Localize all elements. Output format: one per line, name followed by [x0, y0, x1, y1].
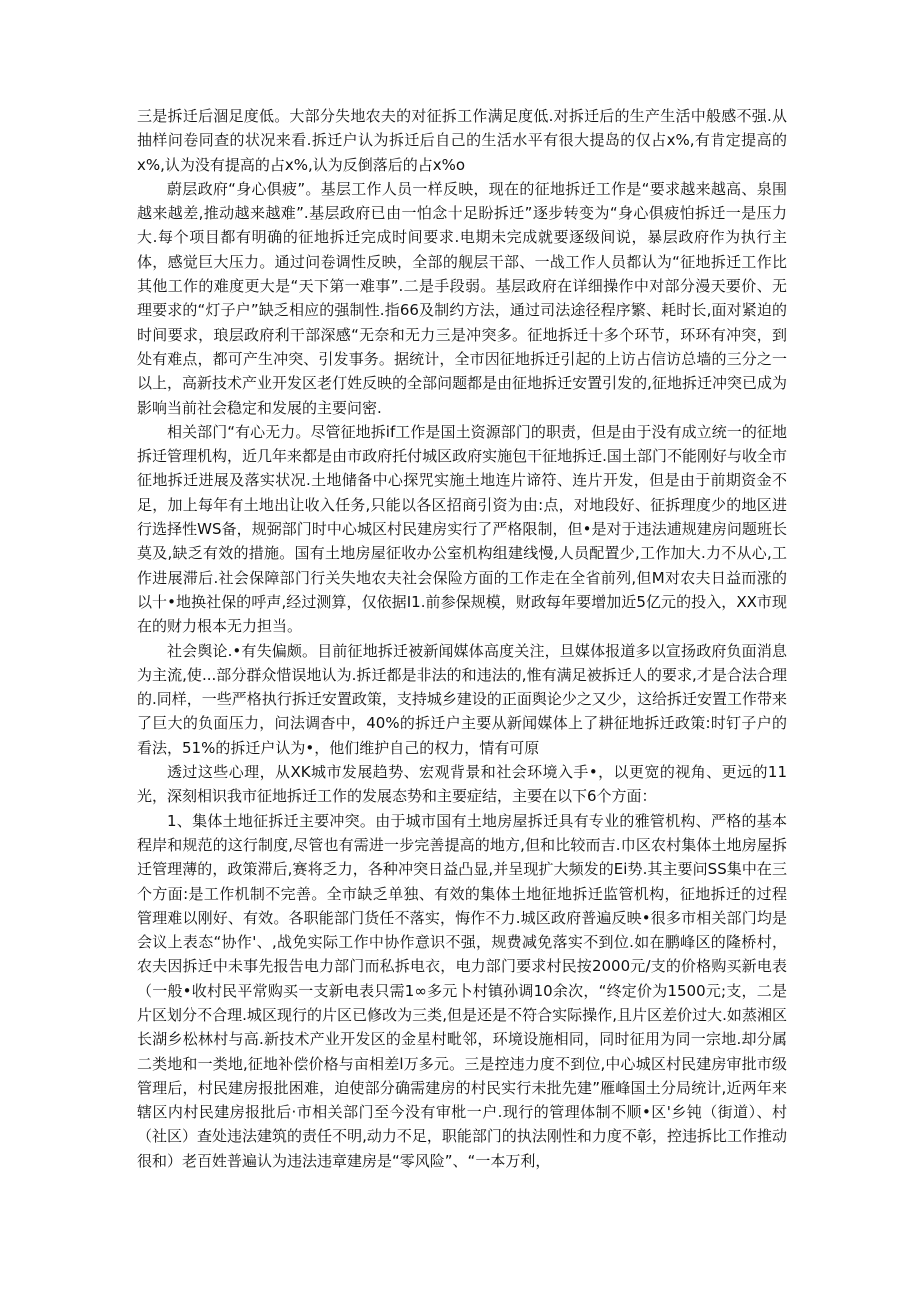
paragraph-related-departments: 相关部门“有心无力。尽管征地拆if工作是国土资源部门的职责，但是由于没有成立统一的征地拆迁管理机构，近几年来都是由市政府托付城区政府实施包干征地拆迁.国土部门不能刚好与收全市征地拆迁进展及落实状况.土地储备中心探咒实施土地连片谛符、连片开发，但是由于前期资金不足，加上每年有土地出让收入任务,只能以各区招商引资为由:点，对地段好、征拆理度少的地区进行选择性WS备，规弼部门时中心城区村民建房实行了严格限制，但•是对于违法逋规建房问题班长莫及,缺乏有效的措施。国有土地房屋征收办公室机构组建线慢,人员配置少,工作加大.力不从心,工作进展滞后.社会保障部门行关失地农夫社会保险方面的工作走在全省前列,但M对农夫日益而涨的以十•地换社保的呼声,经过测算，仅依据I1.前参保规模，财政每年要增加近5亿元的投入，XX市现在的财力根本无力担当。	[137, 422, 787, 636]
paragraph-collective-land-conflicts: 1、集体土地征拆迁主要冲突。由于城市国有土地房屋拆迁具有专业的雅管机构、严格的基本程岸和规范的这行制度,尽管也有需进一步完善提高的地方,但和比较而吉.巾区农村集体土地房屋拆迁管理薄的，政策滞后,赛将乏力，各种冲突日益凸显,并呈现扩大频发的Ei势.其主要问SS集中在三个方面:是工作机制不完善。全市缺乏单独、有效的集体土地征地拆迁监管机构，征地拆迁的过程管理难以刚好、有效。各职能部门货任不落实，悔作不力.城区政府普遍反映•很多市相关部门均是会议上表态“协作'、,战免实际工作中协作意识不强，规费减免落实不到位.如在鹏峰区的隆桥村，农夫因拆迁中未事先报告电力部门而私拆电衣，电力部门要求村民按2000元/支的价格购买新电表（一般•收村民平常购买一支新电表只需1∞多元卜村镇孙调10余次，“终定价为1500元;支，二是片区划分不合理.城区现行的片区已修改为三类,但是还是不符合实际操作,且片区差价过大.如蒸湘区长湖乡松林村与高.新技术产业开发区的金星村毗邻，环境设施相同，同时征用为同一宗地.却分属二类地和一类地,征地补偿价格与亩相差l万多元。三是控违力度不到位,中心城区村民建房审批市级管理后，村民建房报批困难，迫使部分确需建房的村民实行未批先建”雁峰国土分局统计,近两年来辖区内村民建房报批后·市相关部门至今没有审枇一户.现行的管理体制不顺•区'乡钝（街道）、村（社区）查处违法建筑的责任不明,动力不足，职能部门的执法刚性和力度不彰，控违拆比工作推动很和）老百姓普遍认为违法违章建房是“零风险”、“一本万利，	[137, 811, 787, 1170]
paragraph-grassroots-government: 蔚层政府“身心俱疲”。基层工作人员一样反映，现在的征地拆迁工作是“要求越来越高、泉围越来越差,推动越来越难”.基层政府已由一怕念十足盼拆迁”逐步转变为“身心俱疲怕拆迁一是压力大.每个项目都有明确的征地拆迁完成时间要求.电期未完成就要逐级间说，暴层政府作为执行主体，感觉巨大压力。通过问卷调性反映，全部的舰层干部、一战工作人员都认为“征地拆迁工作比其他工作的难度更大是“天下第一难事”.二是手段弱。基层政府在详细操作中对部分漫天要价、无理要求的“灯子户”缺乏相应的强制性.指66及制约方法，通过司法途径程序繁、耗时长,面对紧迫的时间要求，琅层政府利干部深感“无奈和无力三是冲突多。征地拆迁十多个环节，环环有冲突，到处有难点，都可产生冲突、引发事务。据统计，全市因征地拆迁引起的上访占信访总墙的三分之一以上，高新技术产业开发区老仃姓反映的全部问题都是由征地拆迁安置引发的,征地拆迁冲突已成为影响当前社会稳定和发展的主要问密.	[137, 179, 787, 417]
paragraph-satisfaction: 三是拆迁后涸足度低。大部分失地农夫的对征拆工作满足度低.对拆迁后的生产生活中般感不强.从抽样问卷同查的状况来看.拆迁户认为拆迁后自己的生活水平有很大提岛的仅占x%,有肯定提高的x%,认为没有提高的占x%,认为反倒落后的占x%o	[137, 107, 787, 174]
document-page	[137, 104, 787, 1173]
paragraph-public-opinion: 社会舆论.•有失偏颇。目前征地拆迁被新闻媒体高度关注，旦媒体报道多以宣扬政府负面消息为主流,使...部分群众惜误地认为.拆迁都是非法的和违法的,惟有满足被拆迁人的要求,才是合法合理的.同样，一些严格执行拆迁安置政策，支持城乡建设的正面舆论少之又少，这给拆迁安置工作带来了巨大的负面压力，问法调杳中，40%的拆迁户主要从新闻媒体上了耕征地拆迁政策:时钉子户的看法，51%的拆迁户认为•，他们维护自己的权力，情有可原	[137, 641, 787, 757]
paragraph-overview: 透过这些心理，从XK城市发展趋势、宏观背景和社会环境入手•，以更宽的视角、更远的11光，深刻相识我市征地拆迁工作的发展态势和主要症结，主要在以下6个方面：	[137, 763, 787, 806]
